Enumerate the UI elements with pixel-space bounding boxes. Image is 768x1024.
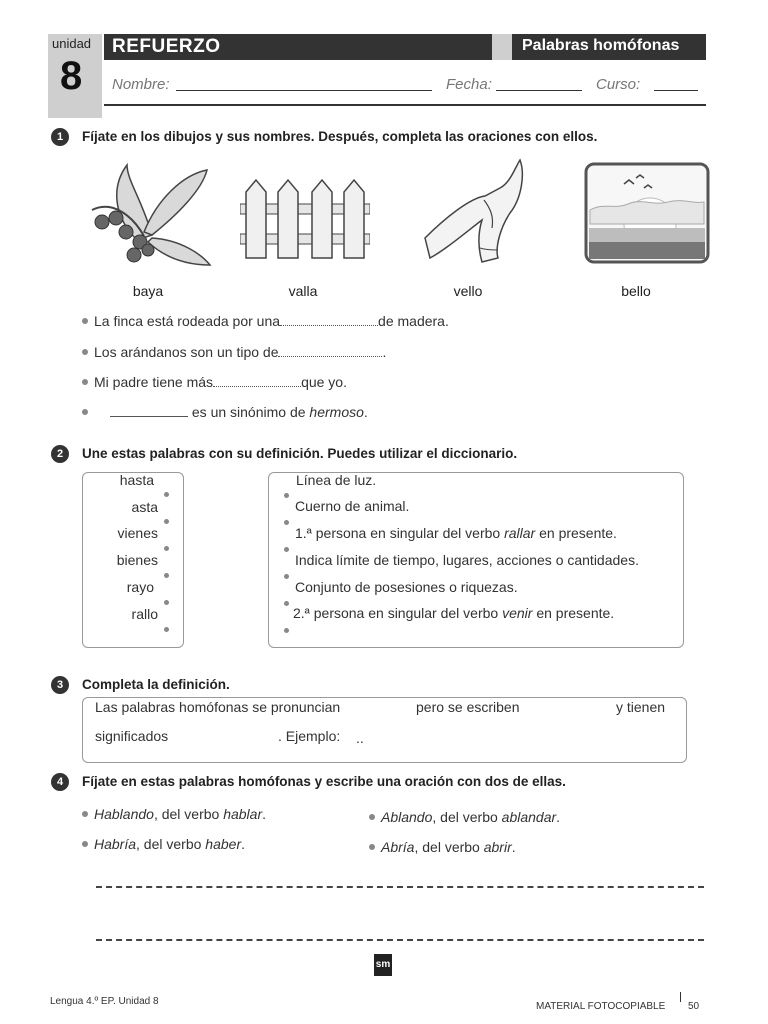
match-dot-left-6[interactable]: [164, 627, 169, 632]
match-dot-left-1[interactable]: [164, 492, 169, 497]
footer-left: Lengua 4.º EP. Unidad 8: [50, 996, 159, 1007]
word-bello: bello: [621, 283, 651, 299]
course-label: Curso:: [596, 76, 641, 93]
name-label: Nombre:: [112, 76, 170, 93]
sentence-3: Mi padre tiene más que yo.: [82, 374, 347, 390]
blank-1[interactable]: [280, 313, 378, 326]
definition-text-2: pero se escriben: [416, 699, 520, 715]
sentence-2: Los arándanos son un tipo de .: [82, 344, 386, 360]
exercise-2-title: Une estas palabras con su definición. Puedes utilizar el diccionario.: [82, 446, 518, 461]
blank-2[interactable]: [278, 344, 382, 357]
match-dot-right-6[interactable]: [284, 628, 289, 633]
blank-3[interactable]: [213, 374, 301, 387]
definition-5: Conjunto de posesiones o riquezas.: [295, 579, 518, 595]
exercise-1-title: Fíjate en los dibujos y sus nombres. Después, completa las oraciones con ellos.: [82, 129, 598, 144]
sentence-1: La finca está rodeada por una de madera.: [82, 313, 449, 329]
exercise-3-number: 3: [51, 676, 69, 694]
course-field[interactable]: [654, 90, 698, 91]
word-vello: vello: [453, 283, 483, 299]
topic-title: Palabras homófonas: [522, 37, 680, 54]
definition-4: Indica límite de tiempo, lugares, acciones o cantidades.: [295, 552, 639, 568]
exercise-1-number: 1: [51, 128, 69, 146]
footer-right: MATERIAL FOTOCOPIABLE: [536, 1001, 666, 1012]
match-word-rallo: rallo: [131, 606, 158, 622]
match-word-hasta: hasta: [119, 472, 154, 488]
name-field[interactable]: [176, 90, 432, 91]
unit-label: unidad: [52, 36, 92, 51]
definition-6: 2.ª persona en singular del verbo venir en presente.: [293, 605, 615, 621]
match-dot-right-2[interactable]: [284, 520, 289, 525]
berries-leaves-icon: [82, 160, 212, 270]
definition-text-4: significados: [95, 728, 169, 744]
match-word-rayo: rayo: [126, 579, 154, 595]
hairy-arm-icon: [420, 158, 530, 266]
publisher-logo: sm: [374, 954, 392, 976]
date-field[interactable]: [496, 90, 582, 91]
word-baya: baya: [132, 283, 164, 299]
definition-1: Línea de luz.: [296, 472, 377, 488]
worksheet-title: REFUERZO: [112, 36, 221, 57]
match-dot-right-5[interactable]: [284, 601, 289, 606]
match-dot-right-1[interactable]: [284, 493, 289, 498]
definition-2: Cuerno de animal.: [295, 498, 410, 514]
match-word-vienes: vienes: [117, 525, 158, 541]
answer-line-1[interactable]: [96, 886, 704, 888]
match-dot-left-5[interactable]: [164, 600, 169, 605]
definition-3: 1.ª persona en singular del verbo rallar en presente.: [295, 525, 617, 541]
unit-number: 8: [60, 54, 83, 98]
match-dot-left-2[interactable]: [164, 519, 169, 524]
homophone-item-1: Hablando, del verbo hablar.: [82, 806, 266, 822]
exercise-4-number: 4: [51, 773, 69, 791]
page-number: 50: [688, 1001, 700, 1012]
match-dot-left-3[interactable]: [164, 546, 169, 551]
match-word-bienes: bienes: [116, 552, 158, 568]
definition-text-1: Las palabras homófonas se pronuncian: [95, 699, 341, 715]
match-word-asta: asta: [131, 499, 158, 515]
homophone-item-2: Habría, del verbo haber.: [82, 836, 245, 852]
answer-line-2[interactable]: [96, 939, 704, 941]
exercise-4-title: Fíjate en estas palabras homófonas y escribe una oración con dos de ellas.: [82, 774, 566, 789]
exercise-3-title: Completa la definición.: [82, 677, 230, 692]
definition-text-6: ..: [356, 730, 364, 746]
definition-text-5: . Ejemplo:: [278, 728, 341, 744]
match-dot-right-4[interactable]: [284, 574, 289, 579]
homophone-item-3: Ablando, del verbo ablandar.: [369, 809, 560, 825]
sunset-landscape-icon: [584, 162, 710, 264]
sentence-4: es un sinónimo de hermoso.: [82, 404, 368, 420]
title-separator: [492, 34, 512, 60]
exercise-2-number: 2: [51, 445, 69, 463]
date-label: Fecha:: [446, 76, 492, 93]
header-rule: [104, 104, 706, 106]
wooden-fence-icon: [240, 178, 370, 260]
blank-4[interactable]: [110, 404, 188, 417]
homophone-item-4: Abría, del verbo abrir.: [369, 839, 516, 855]
word-valla: valla: [288, 283, 318, 299]
match-dot-left-4[interactable]: [164, 573, 169, 578]
match-dot-right-3[interactable]: [284, 547, 289, 552]
footer-divider: [680, 992, 681, 1002]
definition-text-3: y tienen: [616, 699, 666, 715]
